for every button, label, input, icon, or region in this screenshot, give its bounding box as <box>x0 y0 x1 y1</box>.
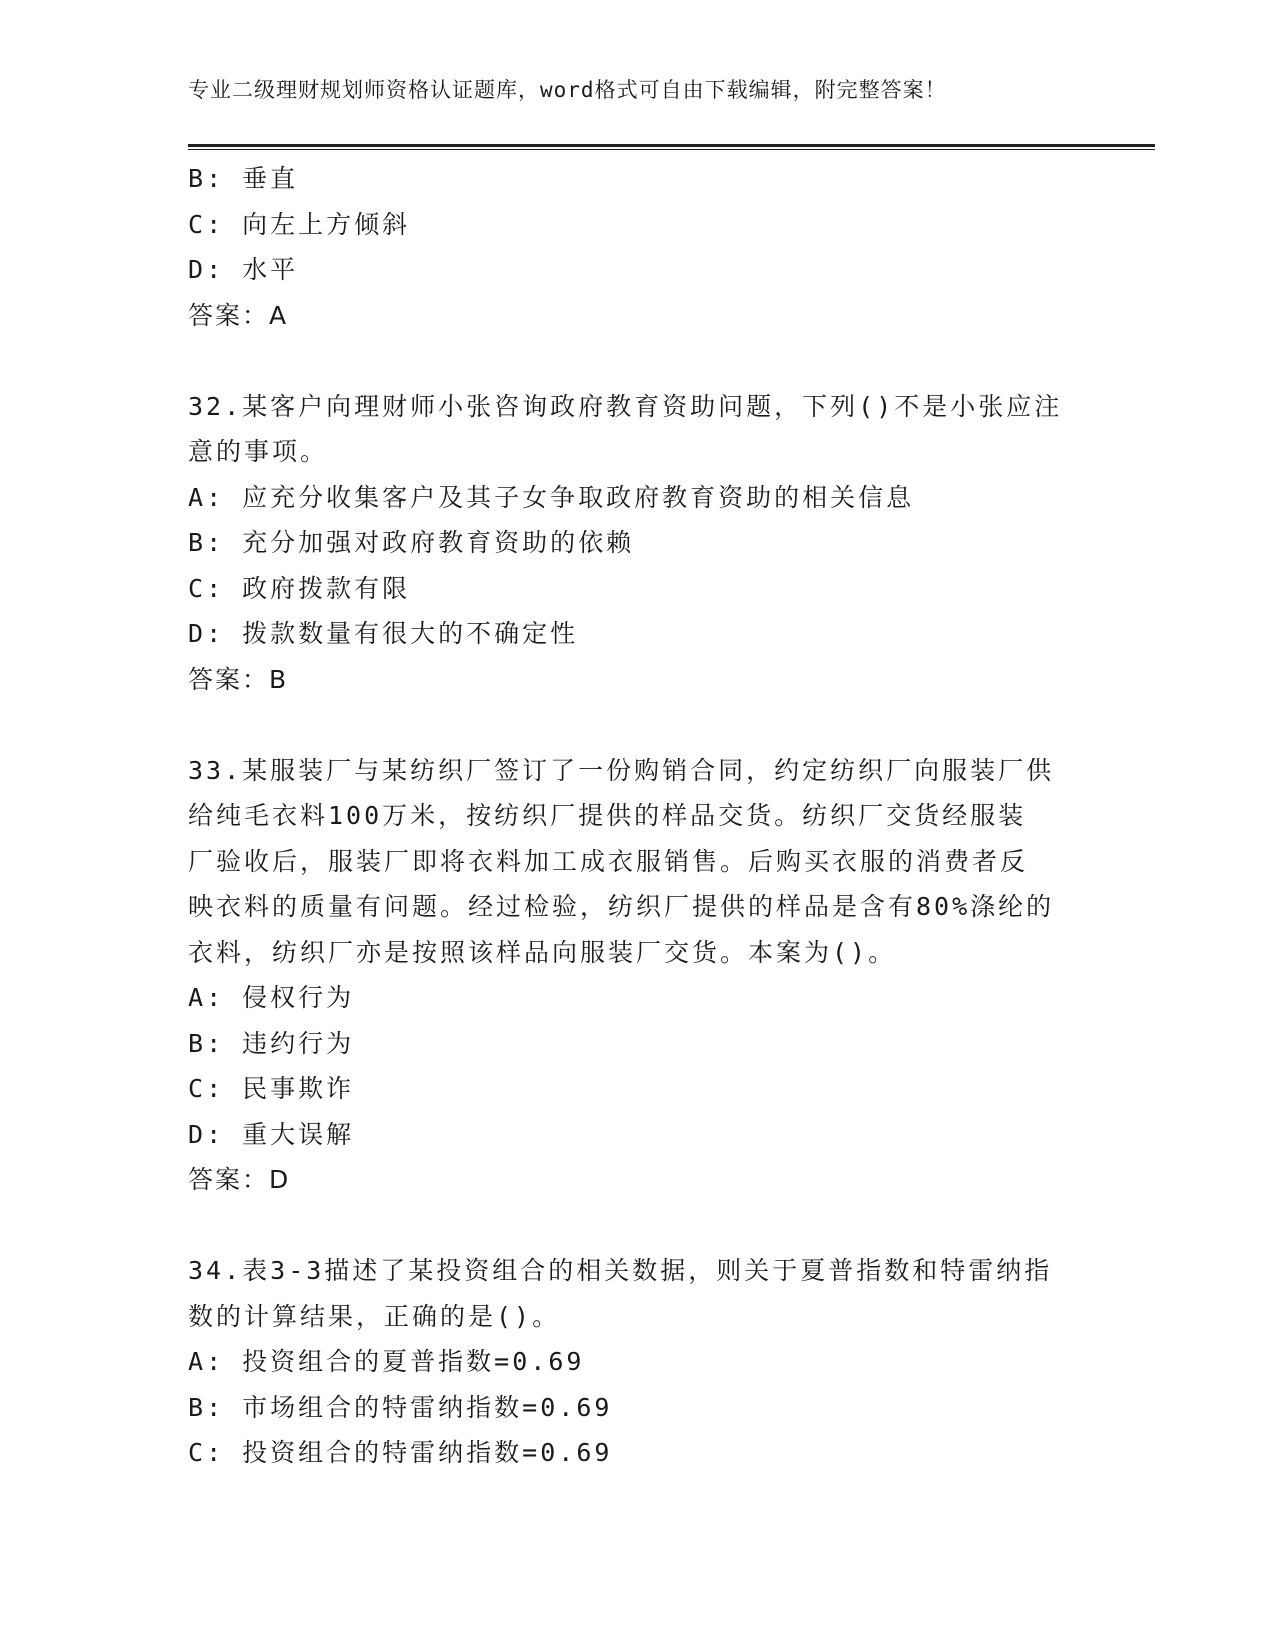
option-b: B: 垂直 <box>188 164 299 193</box>
option-b: B: 市场组合的特雷纳指数=0.69 <box>188 1392 613 1422</box>
question-text-line: 映衣料的质量有问题。经过检验，纺织厂提供的样品是含有80%涤纶的 <box>188 892 1055 921</box>
option-d: D: 重大误解 <box>188 1119 355 1149</box>
option-text: 水平 <box>242 255 299 284</box>
option-text: 民事欺诈 <box>242 1074 355 1103</box>
option-c: C: 投资组合的特雷纳指数=0.69 <box>188 1438 613 1467</box>
option-d: D: 拨款数量有很大的不确定性 <box>188 619 579 648</box>
option-key: A <box>188 983 207 1012</box>
question-text-line: 衣料，纺织厂亦是按照该样品向服装厂交货。本案为()。 <box>188 937 897 967</box>
option-b: B: 充分加强对政府教育资助的依赖 <box>188 528 635 557</box>
option-text: 垂直 <box>242 164 299 193</box>
option-c: C: 民事欺诈 <box>188 1074 355 1103</box>
question-text-line: 意的事项。 <box>188 437 329 466</box>
option-key: A <box>188 1347 207 1376</box>
option-key: C <box>188 573 207 603</box>
option-key: B <box>188 1392 207 1422</box>
option-c: C: 政府拨款有限 <box>188 573 411 603</box>
option-key: B <box>188 1028 207 1058</box>
option-key: B <box>188 528 207 557</box>
option-text: 侵权行为 <box>242 983 355 1012</box>
answer-line: 答案：D <box>188 1165 291 1194</box>
spacer <box>188 702 1088 748</box>
option-text: 投资组合的特雷纳指数=0.69 <box>242 1438 613 1467</box>
question-32 <box>188 384 1088 703</box>
option-text: 市场组合的特雷纳指数=0.69 <box>242 1392 613 1422</box>
option-text: 充分加强对政府教育资助的依赖 <box>242 528 635 557</box>
question-33 <box>188 748 1088 1203</box>
option-text: 政府拨款有限 <box>242 573 411 603</box>
spacer <box>188 338 1088 384</box>
option-text: 应充分收集客户及其子女争取政府教育资助的相关信息 <box>242 482 915 512</box>
previous-question-options <box>188 156 1088 338</box>
option-a: A: 应充分收集客户及其子女争取政府教育资助的相关信息 <box>188 482 915 512</box>
option-key: D <box>188 1119 207 1149</box>
spacer <box>188 1203 1088 1249</box>
option-key: C <box>188 1074 207 1103</box>
option-text: 拨款数量有很大的不确定性 <box>242 619 579 648</box>
page-header: 专业二级理财规划师资格认证题库，word格式可自由下载编辑，附完整答案！ <box>188 78 947 102</box>
option-key: C <box>188 209 207 239</box>
option-key: D <box>188 619 207 648</box>
option-a: A: 投资组合的夏普指数=0.69 <box>188 1347 585 1376</box>
question-text-line: 32.某客户向理财师小张咨询政府教育资助问题，下列()不是小张应注 <box>188 391 1063 421</box>
option-c: C: 向左上方倾斜 <box>188 209 411 239</box>
question-text-line: 给纯毛衣料100万米，按纺织厂提供的样品交货。纺织厂交货经服装 <box>188 801 1027 830</box>
option-key: B <box>188 164 207 193</box>
option-key: C <box>188 1438 207 1467</box>
option-d: D: 水平 <box>188 255 299 284</box>
option-a: A: 侵权行为 <box>188 983 355 1012</box>
question-text-line: 厂验收后，服装厂即将衣料加工成衣服销售。后购买衣服的消费者反 <box>188 846 1029 876</box>
question-text-line: 34.表3-3描述了某投资组合的相关数据，则关于夏普指数和特雷纳指 <box>188 1256 1053 1285</box>
option-text: 违约行为 <box>242 1028 355 1058</box>
answer-line: 答案：B <box>188 664 289 694</box>
option-text: 投资组合的夏普指数=0.69 <box>242 1347 585 1376</box>
question-text-line: 数的计算结果，正确的是()。 <box>188 1301 561 1331</box>
document-body <box>188 156 1088 1476</box>
option-key: A <box>188 482 207 512</box>
answer-line: 答案：A <box>188 300 289 330</box>
option-key: D <box>188 255 207 284</box>
option-text: 向左上方倾斜 <box>242 209 411 239</box>
header-divider <box>188 144 1155 150</box>
option-b: B: 违约行为 <box>188 1028 355 1058</box>
option-text: 重大误解 <box>242 1119 355 1149</box>
question-text-line: 33.某服装厂与某纺织厂签订了一份购销合同，约定纺织厂向服装厂供 <box>188 755 1055 785</box>
question-34 <box>188 1248 1088 1476</box>
